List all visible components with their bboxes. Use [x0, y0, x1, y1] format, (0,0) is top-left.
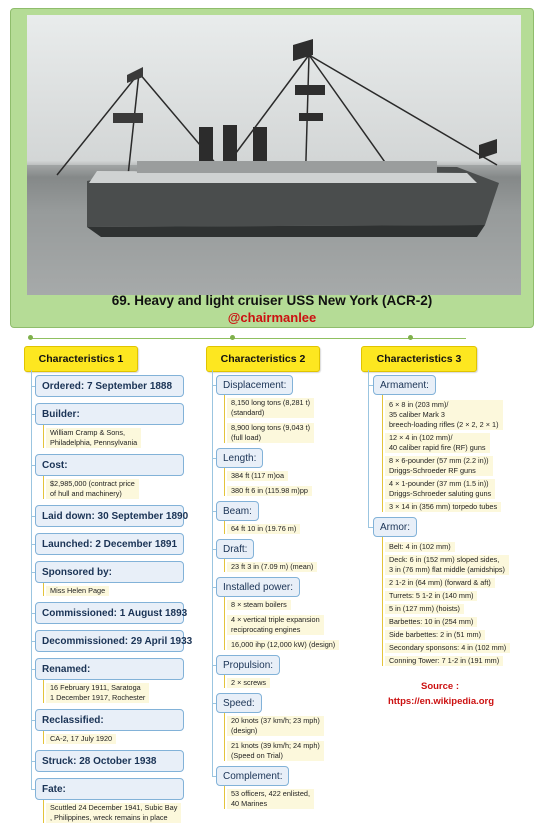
- topic-node[interactable]: Cost:: [35, 454, 184, 476]
- branch-stub: [212, 776, 216, 777]
- author-handle: @chairmanlee: [227, 310, 317, 325]
- topic-node[interactable]: Propulsion:: [216, 655, 280, 675]
- detail-text: 20 knots (37 km/h; 23 mph): [231, 716, 320, 725]
- detail-text: 5 in (127 mm) (hoists): [389, 604, 460, 613]
- detail-text: 40 Marines: [231, 799, 268, 808]
- topic-node[interactable]: Draft:: [216, 539, 254, 559]
- page-title: 69. Heavy and light cruiser USS New York (ACR-2): [111, 293, 433, 308]
- detail-text: (standard): [231, 408, 265, 417]
- topic-node[interactable]: Complement:: [216, 766, 289, 786]
- branch-stub: [31, 789, 35, 790]
- column-stem: [368, 370, 369, 527]
- detail-leaf: [385, 578, 495, 588]
- detail-text: (full load): [231, 433, 262, 442]
- topic-node[interactable]: Launched: 2 December 1891: [35, 533, 184, 555]
- detail-text: 12 × 4 in (102 mm)/: [389, 433, 453, 442]
- detail-text: Secondary sponsons: 4 in (102 mm): [389, 643, 507, 652]
- leaf-connector: [43, 583, 44, 596]
- topic-node[interactable]: Armor:: [373, 517, 417, 537]
- detail-text: 2 × screws: [231, 678, 267, 687]
- leaf-connector: [224, 597, 225, 650]
- topic-node[interactable]: Ordered: 7 September 1888: [35, 375, 184, 397]
- detail-text: 1 December 1917, Rochester: [50, 693, 146, 702]
- detail-leaf: [227, 741, 324, 761]
- detail-leaf: [385, 479, 495, 499]
- detail-leaf: [385, 604, 464, 614]
- ship-photo: [27, 15, 521, 295]
- topic-node[interactable]: Speed:: [216, 693, 262, 713]
- detail-leaf: [227, 678, 270, 688]
- column-heading: Characteristics 2: [206, 346, 320, 372]
- detail-leaf: [227, 562, 317, 572]
- detail-text: 384 ft (117 m)oa: [231, 471, 284, 480]
- detail-text: 8,900 long tons (9,043 t): [231, 423, 311, 432]
- detail-leaf: [46, 586, 109, 596]
- detail-text: reciprocating engines: [231, 625, 301, 634]
- detail-leaf: [46, 683, 149, 703]
- detail-leaf: [385, 630, 485, 640]
- topic-node[interactable]: Fate:: [35, 778, 184, 800]
- detail-leaf: [46, 803, 181, 823]
- branch-dot: [408, 335, 413, 340]
- detail-text: (design): [231, 726, 258, 735]
- detail-text: , Philippines, wreck remains in place: [50, 813, 168, 822]
- branch-dot: [230, 335, 235, 340]
- topic-node[interactable]: Sponsored by:: [35, 561, 184, 583]
- column-heading: Characteristics 1: [24, 346, 138, 372]
- detail-text: of hull and machinery): [50, 489, 122, 498]
- detail-leaf: [385, 400, 503, 430]
- detail-text: William Cramp & Sons,: [50, 428, 126, 437]
- leaf-connector: [224, 559, 225, 572]
- topic-node[interactable]: Renamed:: [35, 658, 184, 680]
- detail-leaf: [227, 524, 300, 534]
- detail-text: Driggs-Schroeder RF guns: [389, 466, 476, 475]
- detail-text: 380 ft 6 in (115.98 m)pp: [231, 486, 308, 495]
- leaf-connector: [43, 731, 44, 744]
- detail-leaf: [227, 600, 291, 610]
- source-url[interactable]: https://en.wikipedia.org: [387, 696, 495, 707]
- detail-leaf: [385, 656, 503, 666]
- topic-node[interactable]: Installed power:: [216, 577, 300, 597]
- detail-text: 53 officers, 422 enlisted,: [231, 789, 310, 798]
- topic-node[interactable]: Displacement:: [216, 375, 293, 395]
- detail-text: (Speed on Trial): [231, 751, 283, 760]
- leaf-connector: [382, 395, 383, 512]
- branch-dot: [28, 335, 33, 340]
- topic-node[interactable]: Commissioned: 1 August 1893: [35, 602, 184, 624]
- detail-text: $2,985,000 (contract price: [50, 479, 135, 488]
- leaf-connector: [43, 425, 44, 448]
- leaf-connector: [224, 521, 225, 534]
- detail-leaf: [227, 716, 324, 736]
- detail-text: Side barbettes: 2 in (51 mm): [389, 630, 482, 639]
- detail-text: CA-2, 17 July 1920: [50, 734, 113, 743]
- detail-leaf: [385, 456, 493, 476]
- detail-leaf: [46, 734, 116, 744]
- topic-node[interactable]: Length:: [216, 448, 263, 468]
- detail-leaf: [227, 398, 314, 418]
- leaf-connector: [43, 680, 44, 703]
- source-label: Source :: [420, 681, 459, 692]
- detail-text: 8 × 6-pounder (57 mm (2.2 in)): [389, 456, 489, 465]
- detail-leaf: [227, 640, 339, 650]
- detail-text: 3 in (76 mm) flat middle (amidships): [389, 565, 505, 574]
- detail-text: 40 caliber rapid fire (RF) guns: [389, 443, 486, 452]
- detail-leaf: [385, 617, 477, 627]
- leaf-connector: [382, 537, 383, 666]
- cruiser-illustration: [27, 15, 521, 295]
- topic-node[interactable]: Reclassified:: [35, 709, 184, 731]
- detail-text: 21 knots (39 km/h; 24 mph): [231, 741, 320, 750]
- detail-leaf: [46, 479, 139, 499]
- detail-text: Belt: 4 in (102 mm): [389, 542, 451, 551]
- detail-leaf: [385, 502, 501, 512]
- detail-leaf: [385, 542, 455, 552]
- detail-leaf: [385, 643, 510, 653]
- detail-text: Conning Tower: 7 1-2 in (191 mm): [389, 656, 500, 665]
- column-heading: Characteristics 3: [361, 346, 477, 372]
- topic-node[interactable]: Armament:: [373, 375, 436, 395]
- leaf-connector: [224, 713, 225, 761]
- detail-text: 4 × vertical triple expansion: [231, 615, 320, 624]
- detail-text: 35 caliber Mark 3: [389, 410, 445, 419]
- detail-text: Scuttled 24 December 1941, Subic Bay: [50, 803, 178, 812]
- detail-text: 16 February 1911, Saratoga: [50, 683, 141, 692]
- detail-text: 8,150 long tons (8,281 t): [231, 398, 311, 407]
- detail-text: Driggs-Schroeder saluting guns: [389, 489, 492, 498]
- detail-text: breech-loading rifles (2 × 2, 2 × 1): [389, 420, 499, 429]
- topic-node[interactable]: Decommissioned: 29 April 1933: [35, 630, 184, 652]
- topic-node[interactable]: Builder:: [35, 403, 184, 425]
- detail-leaf: [227, 423, 314, 443]
- detail-leaf: [46, 428, 141, 448]
- leaf-connector: [43, 476, 44, 499]
- detail-text: 4 × 1-pounder (37 mm (1.5 in)): [389, 479, 489, 488]
- branch-connector: [30, 338, 466, 339]
- leaf-connector: [224, 675, 225, 688]
- leaf-connector: [43, 800, 44, 823]
- detail-text: 3 × 14 in (356 mm) torpedo tubes: [389, 502, 498, 511]
- topic-node[interactable]: Struck: 28 October 1938: [35, 750, 184, 772]
- detail-text: Deck: 6 in (152 mm) sloped sides,: [389, 555, 500, 564]
- branch-stub: [368, 527, 373, 528]
- column-stem: [31, 370, 32, 789]
- detail-leaf: [227, 486, 312, 496]
- detail-text: 2 1-2 in (64 mm) (forward & aft): [389, 578, 491, 587]
- detail-text: 6 × 8 in (203 mm)/: [389, 400, 449, 409]
- detail-leaf: [227, 615, 324, 635]
- detail-text: Miss Helen Page: [50, 586, 106, 595]
- detail-text: 8 × steam boilers: [231, 600, 287, 609]
- topic-node[interactable]: Beam:: [216, 501, 259, 521]
- detail-leaf: [227, 471, 288, 481]
- leaf-connector: [224, 395, 225, 443]
- detail-leaf: [385, 433, 490, 453]
- leaf-connector: [224, 468, 225, 496]
- topic-node[interactable]: Laid down: 30 September 1890: [35, 505, 184, 527]
- detail-text: Turrets: 5 1-2 in (140 mm): [389, 591, 474, 600]
- detail-text: Philadelphia, Pennsylvania: [50, 438, 138, 447]
- detail-text: 16,000 ihp (12,000 kW) (design): [231, 640, 336, 649]
- detail-leaf: [385, 591, 477, 601]
- header-panel: [10, 8, 534, 328]
- column-stem: [212, 370, 213, 776]
- detail-text: Barbettes: 10 in (254 mm): [389, 617, 474, 626]
- leaf-connector: [224, 786, 225, 809]
- detail-text: 23 ft 3 in (7.09 m) (mean): [231, 562, 314, 571]
- detail-text: 64 ft 10 in (19.76 m): [231, 524, 297, 533]
- detail-leaf: [385, 555, 509, 575]
- detail-leaf: [227, 789, 314, 809]
